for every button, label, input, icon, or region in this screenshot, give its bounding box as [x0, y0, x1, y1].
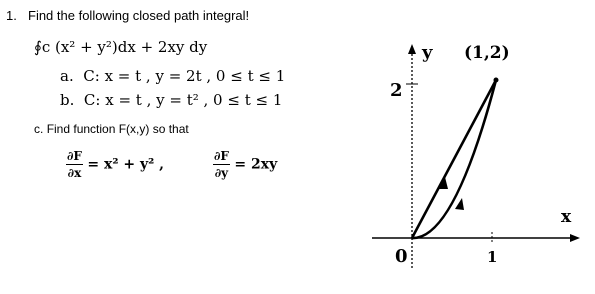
- part-c-label: c.: [34, 122, 44, 136]
- x-tick-label: 1: [487, 248, 498, 266]
- endpoint-marker: [494, 78, 499, 83]
- closed-path-integral: ∮c (x² + y²)dx + 2xy dy: [34, 38, 208, 56]
- part-c-text: Find function F(x,y) so that: [46, 122, 189, 136]
- fraction-numerator: ∂F: [214, 149, 229, 163]
- pde-rhs: = x² + y² ,: [87, 156, 164, 173]
- path-a-line: [412, 80, 496, 238]
- x-axis-arrow-icon: [570, 234, 580, 242]
- part-a-text: C: x = t , y = 2t , 0 ≤ t ≤ 1: [83, 67, 286, 85]
- question-number: 1.: [6, 8, 17, 23]
- fraction-denominator: ∂y: [214, 166, 229, 180]
- fraction-denominator: ∂x: [67, 166, 82, 180]
- y-axis-arrow-icon: [408, 44, 416, 54]
- part-b-text: C: x = t , y = t² , 0 ≤ t ≤ 1: [83, 91, 283, 109]
- y-axis-label: y: [422, 42, 433, 63]
- part-a-label: a.: [60, 67, 74, 85]
- point-label: (1,2): [464, 43, 510, 63]
- fraction-numerator: ∂F: [67, 149, 82, 163]
- origin-label: 0: [395, 246, 408, 267]
- path-b-arrow-icon: [455, 198, 464, 210]
- y-tick-label: 2: [390, 80, 403, 101]
- part-b-label: b.: [60, 91, 75, 109]
- pde-rhs: = 2xy: [234, 156, 278, 173]
- x-axis-label: x: [561, 207, 572, 227]
- question-text: Find the following closed path integral!: [28, 8, 250, 23]
